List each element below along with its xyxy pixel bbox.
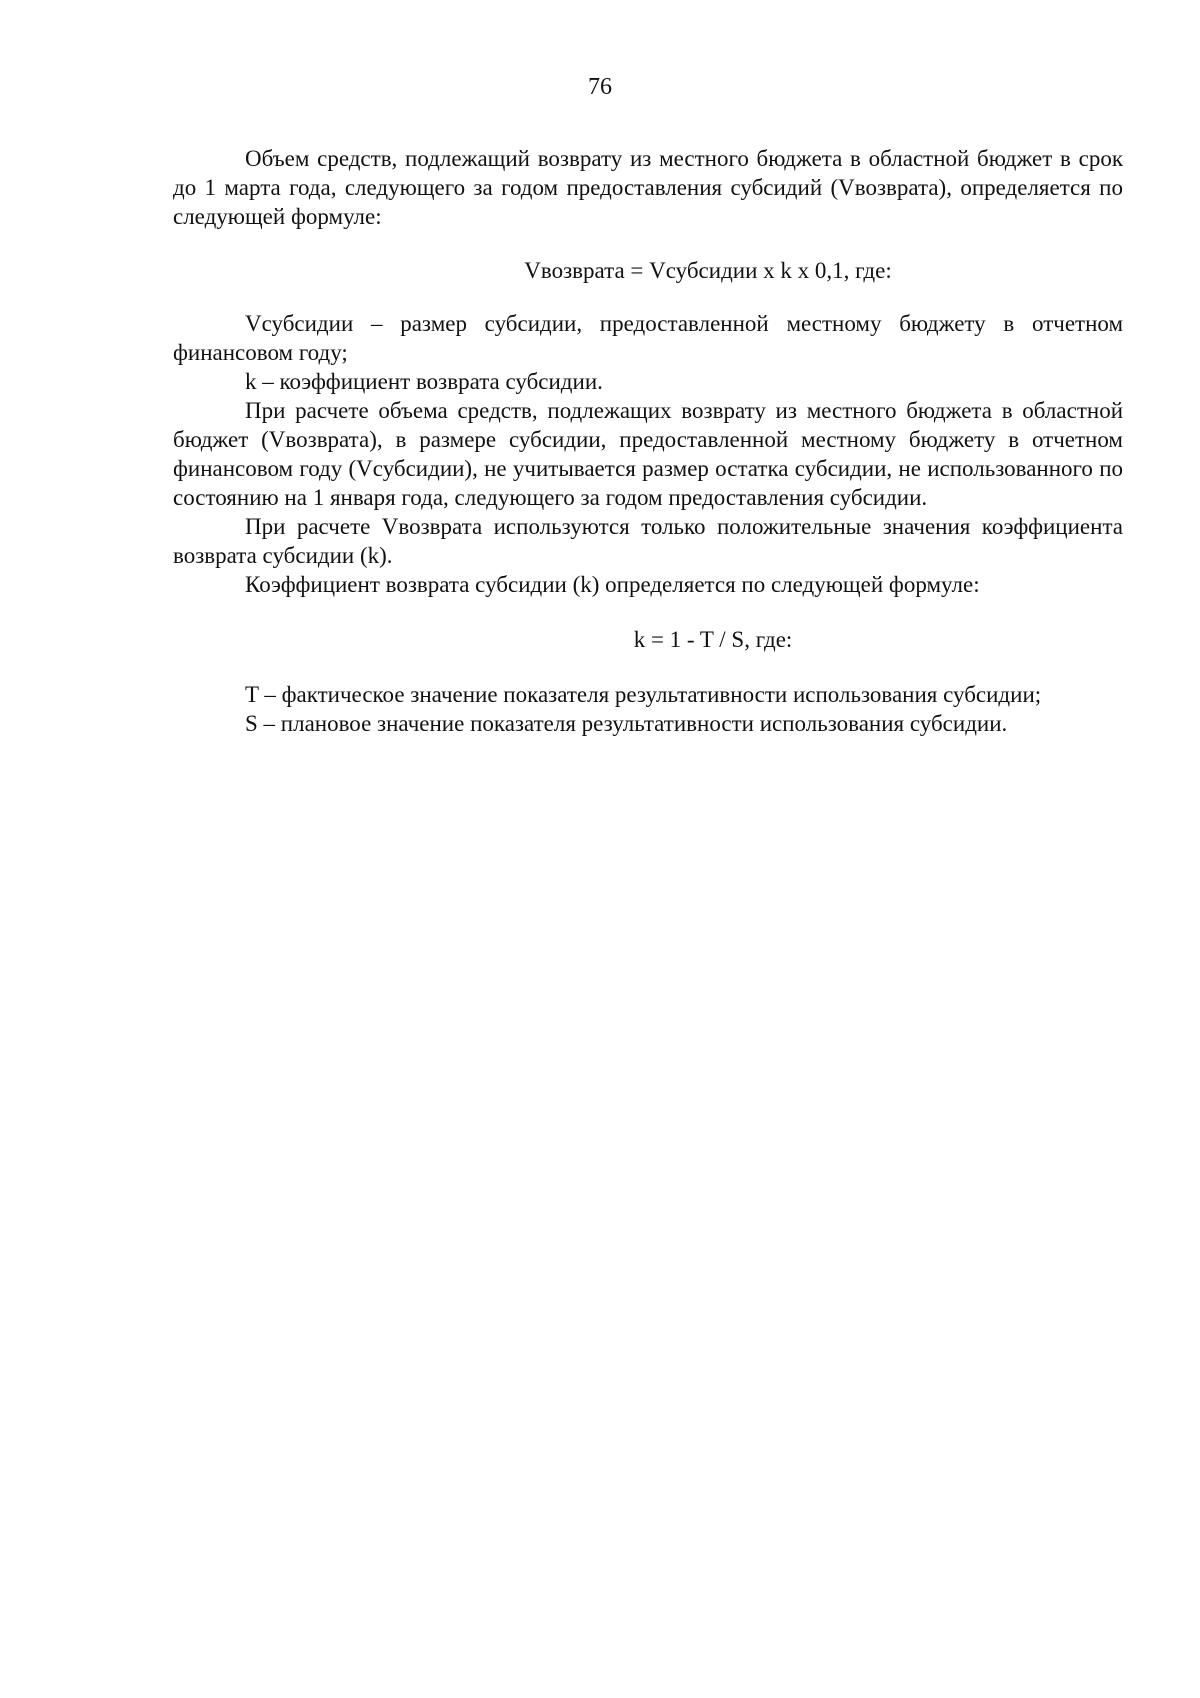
paragraph-s-definition: S – плановое значение показателя результативности использования субсидии. — [245, 711, 1008, 736]
paragraph-v-subsidy-definition: Vсубсидии – размер субсидии, предоставленной местному бюджету в отчетном финансовом году; — [173, 311, 1123, 365]
paragraph-calculation-note: При расчете объема средств, подлежащих возврату из местного бюджета в областной бюджет (Vвозврата), в размере субсидии, предоставленной местному бюджету в отчетном финансовом году (Vсубсидии), не учитывается размер остатка субсидии, не использованного по состоянию на 1 января года, следующего за годом предоставления субсидии. — [173, 398, 1123, 510]
paragraph-positive-values: При расчете Vвозврата используются только положительные значения коэффициента возврата субсидии (k). — [173, 514, 1123, 568]
formula-return-volume: Vвозврата = Vсубсидии x k x 0,1, где: — [524, 258, 892, 283]
paragraph-k-definition: k – коэффициент возврата субсидии. — [245, 369, 603, 394]
paragraph-return-volume: Объем средств, подлежащий возврату из местного бюджета в областной бюджет в срок до 1 марта года, следующего за годом предоставления субсидий (Vвозврата), определяется по следующей формуле: — [173, 146, 1123, 229]
document-body — [173, 144, 1123, 738]
paragraph-k-formula-intro: Коэффициент возврата субсидии (k) определяется по следующей формуле: — [245, 572, 980, 597]
paragraph-t-definition: T – фактическое значение показателя результативности использования субсидии; — [245, 682, 1042, 707]
formula-k-coefficient: k = 1 - T / S, где: — [633, 627, 793, 652]
page-number: 76 — [588, 74, 612, 100]
